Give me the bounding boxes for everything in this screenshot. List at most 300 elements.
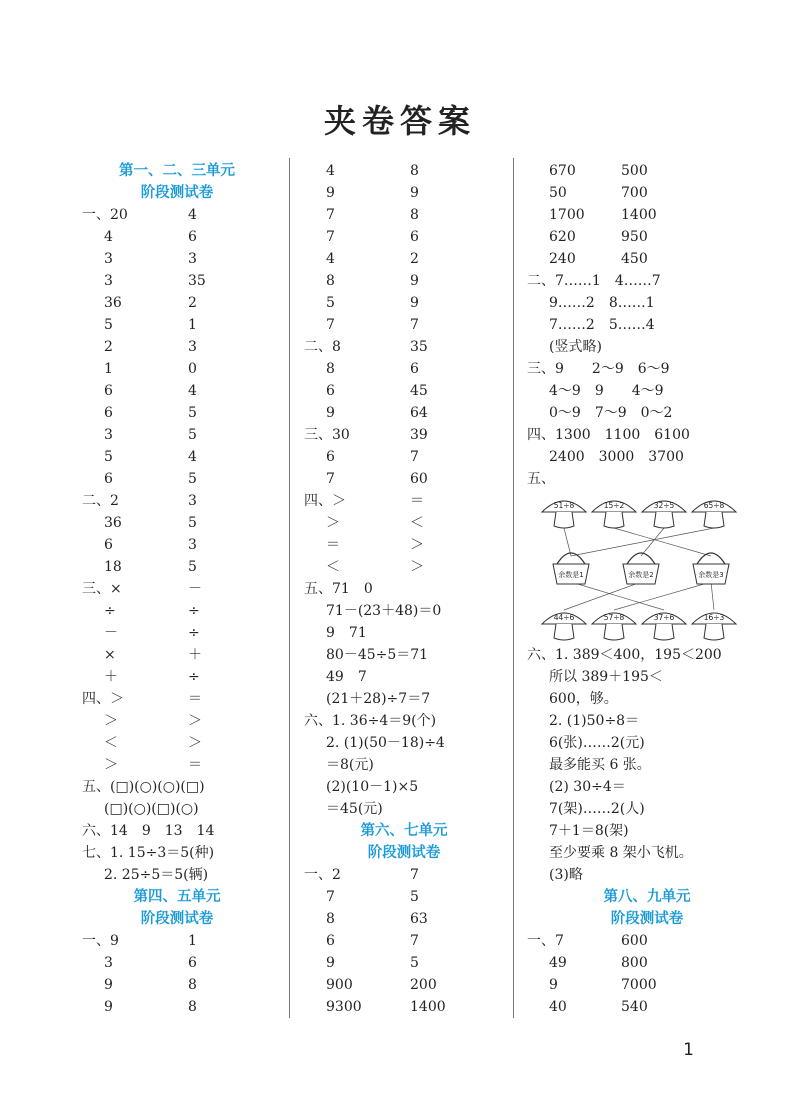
section-heading: 阶段测试卷 <box>140 184 214 201</box>
answer-row <box>304 600 504 622</box>
section-heading: 阶段测试卷 <box>610 910 684 927</box>
answer-cell-a: 5 <box>104 317 113 333</box>
answer-cell-a: 18 <box>104 559 122 575</box>
answer-row <box>82 622 272 644</box>
answer-cell-b: 5 <box>188 515 197 531</box>
answer-cell-b: ＋ <box>188 647 202 663</box>
answer-row <box>82 754 272 776</box>
answer-cell-a: 4 <box>326 251 335 267</box>
answer-row <box>304 974 504 996</box>
answer-row <box>82 204 272 226</box>
answer-row <box>527 226 767 248</box>
answer-cell-b: 3 <box>188 251 197 267</box>
answer-row <box>82 930 272 952</box>
answer-cell-b: 8 <box>188 999 197 1015</box>
answer-cell-b: 4 <box>188 383 197 399</box>
answer-row <box>304 270 504 292</box>
answer-cell-a: 五、(□)(○)(○)(□) <box>82 779 205 795</box>
answer-cell-a: 36 <box>104 515 122 531</box>
mushroom-label: 57÷8 <box>603 613 625 622</box>
answer-cell-a: 9300 <box>326 999 362 1015</box>
answer-row <box>304 424 504 446</box>
answer-cell-a: 3 <box>104 273 113 289</box>
answer-row <box>82 468 272 490</box>
answer-cell-a: ＜ <box>326 559 340 575</box>
answer-row <box>527 974 767 996</box>
answer-row <box>527 688 767 710</box>
answer-cell-b: 8 <box>410 163 419 179</box>
answer-row <box>527 754 767 776</box>
answer-cell-a: 40 <box>549 999 567 1015</box>
answer-row <box>82 358 272 380</box>
answer-cell-a: 7 <box>326 207 335 223</box>
answer-row <box>82 732 272 754</box>
answer-row <box>82 798 272 820</box>
answer-cell-a: 六、1. 389＜400，195＜200 <box>527 647 722 663</box>
answer-cell-b: ＜ <box>410 515 424 531</box>
answer-row <box>82 512 272 534</box>
answer-cell-b: 8 <box>410 207 419 223</box>
answer-cell-a: 所以 389＋195＜ <box>549 669 663 685</box>
answer-cell-a: × <box>104 647 116 663</box>
answer-cell-a: 六、14 9 13 14 <box>82 823 215 839</box>
connector-line <box>564 528 571 556</box>
mushroom-stem <box>554 512 574 528</box>
basket-handle <box>697 553 725 564</box>
answer-cell-a: 3 <box>104 427 113 443</box>
answer-row <box>304 688 504 710</box>
answer-cell-a: 9 <box>326 185 335 201</box>
answer-cell-b: ÷ <box>188 603 200 619</box>
answer-row <box>304 204 504 226</box>
answer-row <box>304 886 504 908</box>
answer-row <box>82 578 272 600</box>
answer-row <box>82 490 272 512</box>
answer-row <box>82 644 272 666</box>
answer-row <box>527 952 767 974</box>
answer-cell-b: 39 <box>410 427 428 443</box>
answer-row <box>82 600 272 622</box>
answer-cell-b: 3 <box>188 493 197 509</box>
answer-cell-b: 1400 <box>621 207 657 223</box>
answer-row <box>527 336 767 358</box>
answer-cell-a: 2. 25÷5＝5(辆) <box>104 867 209 883</box>
answer-cell-a: 49 <box>549 955 567 971</box>
answer-cell-a: 四、＞ <box>304 493 346 509</box>
mushroom-label: 37÷6 <box>653 613 675 622</box>
answer-cell-a: 71－(23＋48)＝0 <box>326 603 442 619</box>
answer-cell-a: 0～9 7～9 0～2 <box>549 405 673 421</box>
answer-column-2 <box>304 160 504 1018</box>
answer-row <box>527 864 767 886</box>
answer-row <box>82 226 272 248</box>
answer-cell-a: 7 <box>326 471 335 487</box>
answer-cell-a: 七、1. 15÷3＝5(种) <box>82 845 215 861</box>
mushroom-label: 16÷3 <box>703 613 725 622</box>
connector-line <box>711 582 714 610</box>
answer-row <box>304 710 504 732</box>
answer-cell-a: ＞ <box>326 515 340 531</box>
mushroom-label: 65÷8 <box>703 501 725 510</box>
answer-cell-a: 670 <box>549 163 576 179</box>
answer-cell-b: 60 <box>410 471 428 487</box>
answer-row <box>527 468 767 490</box>
answer-cell-a: ÷ <box>104 603 116 619</box>
answer-cell-a: 四、1300 1100 6100 <box>527 427 690 443</box>
answer-row <box>82 380 272 402</box>
answer-cell-b: 5 <box>410 955 419 971</box>
answer-row <box>304 666 504 688</box>
mushroom-label: 32÷5 <box>653 501 675 510</box>
answer-cell-b: 9 <box>410 273 419 289</box>
answer-cell-a: 620 <box>549 229 576 245</box>
answer-row <box>527 380 767 402</box>
answer-row <box>527 160 767 182</box>
answer-cell-b: ＝ <box>410 493 424 509</box>
answer-cell-b: ＞ <box>188 713 202 729</box>
answer-row <box>304 402 504 424</box>
answer-row <box>527 930 767 952</box>
connector-line <box>571 528 714 556</box>
answer-cell-a: 五、71 0 <box>304 581 373 597</box>
answer-cell-a: ＜ <box>104 735 118 751</box>
column-divider-right <box>513 158 514 1018</box>
connector-line <box>614 528 711 556</box>
section-heading: 第八、九单元 <box>603 888 691 905</box>
answer-cell-b: 5 <box>410 889 419 905</box>
answer-row <box>527 402 767 424</box>
answer-cell-a: 9 <box>104 999 113 1015</box>
answer-cell-b: 700 <box>621 185 648 201</box>
answer-cell-a: ＋ <box>104 669 118 685</box>
answer-cell-b: 3 <box>188 339 197 355</box>
answer-cell-a: 49 7 <box>326 669 367 685</box>
answer-cell-a: (竖式略) <box>549 339 602 355</box>
answer-cell-b: 6 <box>410 229 419 245</box>
answer-row <box>82 776 272 798</box>
answer-cell-b: 1 <box>188 317 197 333</box>
answer-cell-b: － <box>188 581 202 597</box>
answer-cell-a: (□)(○)(□)(○) <box>104 801 199 817</box>
answer-cell-a: 5 <box>104 449 113 465</box>
answer-row <box>304 512 504 534</box>
answer-row <box>304 490 504 512</box>
answer-row <box>82 864 272 886</box>
answer-cell-b: 6 <box>188 229 197 245</box>
answer-cell-b: 7 <box>410 933 419 949</box>
answer-row <box>527 798 767 820</box>
answer-row <box>304 864 504 886</box>
page-number: 1 <box>683 1040 694 1060</box>
answer-cell-b: 800 <box>621 955 648 971</box>
answer-row <box>304 798 504 820</box>
mushroom-stem <box>654 624 674 640</box>
answer-cell-a: 7 <box>326 889 335 905</box>
answer-row <box>304 534 504 556</box>
answer-cell-a: (2) 30÷4＝ <box>549 779 626 795</box>
answer-row <box>304 292 504 314</box>
answer-row <box>82 292 272 314</box>
answer-row <box>527 996 767 1018</box>
answer-cell-a: 9 <box>104 977 113 993</box>
page-title: 夹卷答案 <box>323 102 476 140</box>
answer-row <box>527 292 767 314</box>
answer-cell-a: － <box>104 625 118 641</box>
answer-cell-a: 4 <box>104 229 113 245</box>
answer-row <box>527 820 767 842</box>
answer-row <box>304 226 504 248</box>
answer-cell-a: 一、20 <box>82 207 128 223</box>
basket-label: 余数是3 <box>698 571 724 579</box>
answer-cell-a: 240 <box>549 251 576 267</box>
answer-row <box>304 358 504 380</box>
answer-row <box>82 952 272 974</box>
answer-row <box>82 534 272 556</box>
answer-row <box>304 182 504 204</box>
answer-row <box>82 974 272 996</box>
basket-label: 余数是1 <box>558 571 584 579</box>
answer-cell-a: 9 <box>326 405 335 421</box>
answer-cell-a: 9 <box>549 977 558 993</box>
answer-row <box>82 446 272 468</box>
answer-row <box>527 776 767 798</box>
answer-cell-b: 2 <box>410 251 419 267</box>
answer-row <box>82 820 272 842</box>
answer-cell-a: 8 <box>326 361 335 377</box>
answer-row <box>304 380 504 402</box>
answer-cell-b: 450 <box>621 251 648 267</box>
answer-row <box>82 336 272 358</box>
answer-row <box>304 446 504 468</box>
answer-row <box>527 644 767 666</box>
section-heading: 第四、五单元 <box>133 888 221 905</box>
mushroom-basket-picture <box>527 490 767 644</box>
answer-column-3 <box>527 160 767 1018</box>
answer-cell-a: 2. (1)50÷8＝ <box>549 713 640 729</box>
answer-cell-a: 80－45÷5＝71 <box>326 647 429 663</box>
answer-cell-b: 45 <box>410 383 428 399</box>
answer-cell-a: 3 <box>104 251 113 267</box>
answer-row <box>304 952 504 974</box>
answer-cell-b: 7000 <box>621 977 657 993</box>
answer-row <box>304 468 504 490</box>
answer-cell-b: 9 <box>410 185 419 201</box>
answer-cell-b: 500 <box>621 163 648 179</box>
answer-cell-b: ÷ <box>188 669 200 685</box>
mushroom-label: 51÷8 <box>553 501 575 510</box>
answer-cell-b: 540 <box>621 999 648 1015</box>
answer-cell-b: ＝ <box>188 757 202 773</box>
answer-cell-a: 2. (1)(50－18)÷4 <box>326 735 445 751</box>
answer-cell-a: 2 <box>104 339 113 355</box>
answer-cell-a: 二、2 <box>82 493 119 509</box>
answer-row <box>304 622 504 644</box>
answer-cell-a: 6 <box>326 383 335 399</box>
answer-cell-a: 三、× <box>82 581 122 597</box>
answer-row <box>527 204 767 226</box>
answer-row <box>82 314 272 336</box>
answer-cell-b: ＝ <box>188 691 202 707</box>
mushroom-stem <box>604 624 624 640</box>
answer-cell-a: (21＋28)÷7＝7 <box>326 691 431 707</box>
basket-handle <box>627 553 655 564</box>
answer-row <box>304 776 504 798</box>
answer-cell-b: 1400 <box>410 999 446 1015</box>
mushroom-stem <box>654 512 674 528</box>
answer-row <box>82 424 272 446</box>
answer-cell-b: 6 <box>188 955 197 971</box>
answer-cell-a: ＞ <box>104 713 118 729</box>
section-heading: 阶段测试卷 <box>140 910 214 927</box>
answer-cell-a: 1 <box>104 361 113 377</box>
answer-row <box>82 270 272 292</box>
connector-line <box>641 528 664 556</box>
answer-row <box>304 314 504 336</box>
answer-cell-a: 6 <box>104 383 113 399</box>
answer-cell-b: 9 <box>410 295 419 311</box>
answer-row <box>527 446 767 468</box>
answer-cell-b: 200 <box>410 977 437 993</box>
answer-cell-a: ＝8(元) <box>326 757 374 773</box>
answer-cell-a: 6 <box>104 405 113 421</box>
answer-row <box>527 314 767 336</box>
answer-cell-b: 3 <box>188 537 197 553</box>
answer-cell-a: 7 <box>326 317 335 333</box>
answer-cell-a: 8 <box>326 911 335 927</box>
answer-row <box>304 754 504 776</box>
column-divider-left <box>289 158 290 1018</box>
answer-row <box>304 248 504 270</box>
answer-cell-a: 四、＞ <box>82 691 124 707</box>
answer-cell-a: 7＋1＝8(架) <box>549 823 629 839</box>
answer-cell-b: 1 <box>188 933 197 949</box>
answer-cell-a: 5 <box>326 295 335 311</box>
answer-cell-b: 64 <box>410 405 428 421</box>
answer-cell-a: 7……2 5……4 <box>549 317 655 333</box>
answer-cell-a: (2)(10－1)×5 <box>326 779 419 795</box>
connector-line <box>571 582 664 610</box>
answer-row <box>82 710 272 732</box>
section-heading: 第一、二、三单元 <box>119 162 235 179</box>
answer-cell-b: 2 <box>188 295 197 311</box>
answer-row <box>82 248 272 270</box>
mushroom-label: 44÷6 <box>553 613 575 622</box>
answer-cell-b: 600 <box>621 933 648 949</box>
answer-cell-a: 6 <box>104 471 113 487</box>
mushroom-stem <box>554 624 574 640</box>
answer-cell-a: 一、9 <box>82 933 119 949</box>
answer-row <box>304 578 504 600</box>
answer-cell-b: 4 <box>188 449 197 465</box>
answer-row <box>82 402 272 424</box>
answer-column-1 <box>82 160 272 1018</box>
answer-row <box>82 556 272 578</box>
answer-cell-a: 900 <box>326 977 353 993</box>
answer-cell-a: 一、7 <box>527 933 564 949</box>
answer-cell-b: 5 <box>188 471 197 487</box>
answer-row <box>304 930 504 952</box>
answer-cell-a: 7 <box>326 229 335 245</box>
answer-cell-a: 6 <box>104 537 113 553</box>
answer-cell-a: 600，够。 <box>549 691 618 707</box>
answer-row <box>304 996 504 1018</box>
answer-cell-b: 950 <box>621 229 648 245</box>
answer-row <box>527 182 767 204</box>
basket-label: 余数是2 <box>628 571 654 579</box>
section-heading: 第六、七单元 <box>360 822 448 839</box>
answer-row <box>82 688 272 710</box>
answer-cell-a: 4 <box>326 163 335 179</box>
answer-cell-a: 36 <box>104 295 122 311</box>
answer-cell-b: 7 <box>410 317 419 333</box>
answer-row <box>82 666 272 688</box>
answer-row <box>527 248 767 270</box>
answer-row <box>527 842 767 864</box>
answer-cell-a: 9 <box>326 955 335 971</box>
answer-cell-a: 4～9 9 4～9 <box>549 383 664 399</box>
answer-cell-a: 8 <box>326 273 335 289</box>
answer-cell-a: ＝ <box>326 537 340 553</box>
answer-cell-a: 7(架)……2(人) <box>549 801 645 817</box>
answer-cell-a: (3)略 <box>549 867 583 883</box>
answer-row <box>527 666 767 688</box>
section-heading: 阶段测试卷 <box>367 844 441 861</box>
answer-cell-b: 63 <box>410 911 428 927</box>
answer-cell-a: 三、30 <box>304 427 350 443</box>
answer-cell-a: 一、2 <box>304 867 341 883</box>
answer-cell-b: 0 <box>188 361 197 377</box>
answer-cell-a: 二、8 <box>304 339 341 355</box>
answer-cell-a: 至少要乘 8 架小飞机。 <box>549 845 693 861</box>
answer-cell-a: 9……2 8……1 <box>549 295 655 311</box>
answer-row <box>527 270 767 292</box>
answer-row <box>304 556 504 578</box>
answer-row <box>304 160 504 182</box>
answer-row <box>304 336 504 358</box>
answer-cell-b: 7 <box>410 867 419 883</box>
answer-cell-a: 6 <box>326 933 335 949</box>
mushroom-stem <box>604 512 624 528</box>
answer-cell-a: 1700 <box>549 207 585 223</box>
answer-cell-a: 2400 3000 3700 <box>549 449 684 465</box>
mushroom-stem <box>704 624 724 640</box>
answer-cell-b: ＞ <box>188 735 202 751</box>
answer-row <box>304 732 504 754</box>
answer-cell-a: 9 71 <box>326 625 367 641</box>
answer-cell-a: 六、1. 36÷4＝9(个) <box>304 713 437 729</box>
mushroom-label: 15÷2 <box>603 501 625 510</box>
answer-cell-b: 6 <box>410 361 419 377</box>
answer-cell-b: 5 <box>188 427 197 443</box>
answer-cell-b: 5 <box>188 405 197 421</box>
answer-cell-b: 5 <box>188 559 197 575</box>
answer-cell-a: ＞ <box>104 757 118 773</box>
answer-row <box>527 358 767 380</box>
answer-row <box>527 710 767 732</box>
answer-cell-b: 35 <box>188 273 206 289</box>
answer-row <box>527 424 767 446</box>
answer-cell-a: ＝45(元) <box>326 801 383 817</box>
answer-cell-b: 8 <box>188 977 197 993</box>
answer-cell-a: 6 <box>326 449 335 465</box>
answer-cell-a: 最多能买 6 张。 <box>549 757 651 773</box>
answer-cell-a: 6(张)……2(元) <box>549 735 645 751</box>
answer-cell-a: 五、 <box>527 471 555 487</box>
answer-cell-b: ÷ <box>188 625 200 641</box>
answer-cell-a: 50 <box>549 185 567 201</box>
answer-cell-b: ＞ <box>410 537 424 553</box>
answer-cell-b: 7 <box>410 449 419 465</box>
